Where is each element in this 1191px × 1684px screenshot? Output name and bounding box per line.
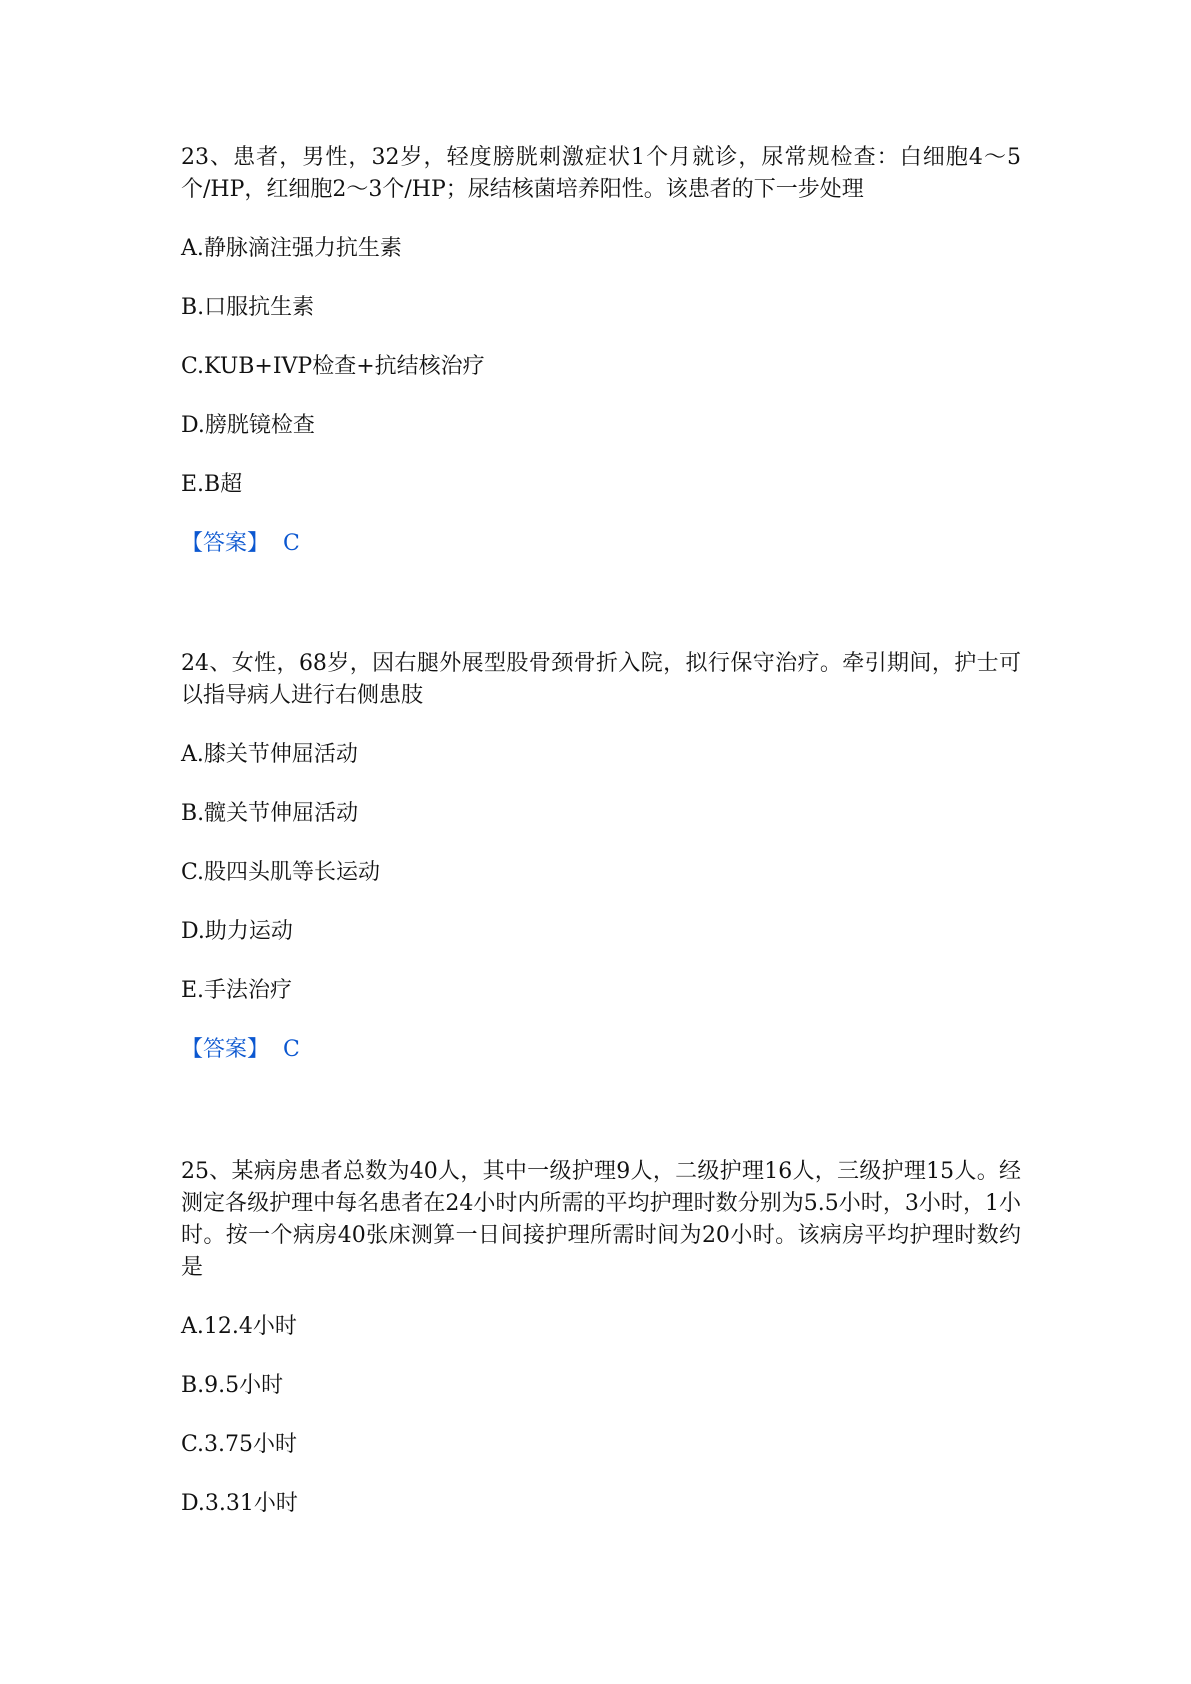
answer-label: 【答案】 — [181, 531, 270, 556]
option-list — [181, 233, 1021, 501]
answer-line — [181, 528, 1021, 560]
option-e: E.手法治疗 — [181, 978, 293, 1003]
option-d: D.助力运动 — [181, 919, 293, 944]
option-a: A.膝关节伸屈活动 — [181, 742, 358, 767]
option-c: C.3.75小时 — [181, 1432, 298, 1457]
option-b: B.口服抗生素 — [181, 295, 315, 320]
answer-value: C — [283, 531, 300, 556]
answer-label: 【答案】 — [181, 1037, 270, 1062]
option-list — [181, 1311, 1021, 1520]
question-stem: 25、某病房患者总数为40人，其中一级护理9人，二级护理16人，三级护理15人。经测定各级护理中每名患者在24小时内所需的平均护理时数分别为5.5小时，3小时，1小时。按一个病房40张床测算一日间接护理所需时间为20小时。该病房平均护理时数约是 — [181, 1159, 1021, 1280]
option-a: A.12.4小时 — [181, 1314, 297, 1339]
answer-value: C — [283, 1037, 300, 1062]
option-c: C.KUB+IVP检查+抗结核治疗 — [181, 354, 485, 379]
option-c: C.股四头肌等长运动 — [181, 860, 381, 885]
option-a: A.静脉滴注强力抗生素 — [181, 236, 402, 261]
option-e: E.B超 — [181, 472, 243, 497]
question-stem: 24、女性，68岁，因右腿外展型股骨颈骨折入院，拟行保守治疗。牵引期间，护士可以指导病人进行右侧患肢 — [181, 651, 1021, 708]
option-d: D.3.31小时 — [181, 1491, 298, 1516]
option-b: B.9.5小时 — [181, 1373, 284, 1398]
question-25 — [181, 1156, 1021, 1520]
question-stem: 23、患者，男性，32岁，轻度膀胱刺激症状1个月就诊，尿常规检查：白细胞4～5个/HP，红细胞2～3个/HP；尿结核菌培养阳性。该患者的下一步处理 — [181, 145, 1021, 202]
answer-line — [181, 1034, 1021, 1066]
question-23 — [181, 142, 1021, 560]
option-b: B.髋关节伸屈活动 — [181, 801, 359, 826]
option-list — [181, 739, 1021, 1007]
option-d: D.膀胱镜检查 — [181, 413, 315, 438]
question-24 — [181, 648, 1021, 1066]
